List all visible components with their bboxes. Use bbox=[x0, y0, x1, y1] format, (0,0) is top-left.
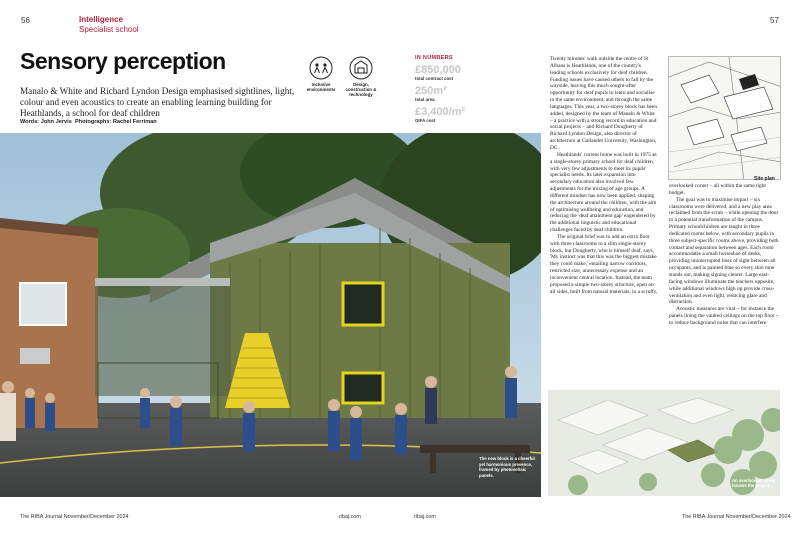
inclusive-environments-icon bbox=[309, 56, 333, 80]
section-subtitle: Specialist school bbox=[79, 25, 139, 34]
icon-label-design: Design, construction & technology bbox=[345, 82, 377, 97]
footer-url-left: ribaj.com bbox=[339, 514, 361, 520]
in-numbers-box bbox=[415, 55, 525, 127]
words-name: John Jervis bbox=[40, 119, 72, 125]
site-plan-map bbox=[669, 57, 781, 180]
words-label: Words: bbox=[20, 119, 40, 125]
stat-label: total area bbox=[415, 97, 435, 102]
site-plan-label: Site plan bbox=[754, 176, 775, 182]
stat-value: 250m² bbox=[415, 85, 447, 97]
page-number-right: 57 bbox=[770, 16, 779, 25]
footer-journal-left: The RIBA Journal November/December 2024 bbox=[20, 514, 129, 520]
stat-total-area bbox=[415, 85, 525, 103]
site-plan-drawing bbox=[668, 56, 781, 180]
stat-label: GIFA cost bbox=[415, 118, 436, 123]
stat-gifa-cost bbox=[415, 106, 525, 124]
section-title: Intelligence bbox=[79, 15, 124, 24]
body-paragraph: Acoustic measures are vital – for instance the panels lining the vaulted ceilings on the top floor – to reduce background noise that can interfere bbox=[669, 306, 779, 326]
topic-icons bbox=[302, 56, 382, 106]
body-column-1 bbox=[550, 56, 658, 386]
footer-journal-right: The RIBA Journal November/December 2024 bbox=[682, 514, 791, 520]
topic-design bbox=[342, 56, 380, 97]
icon-label-inclusive: Inclusive environments bbox=[306, 82, 336, 92]
render-caption: An overlooked corner houses the project. bbox=[732, 478, 776, 489]
section-header bbox=[79, 15, 139, 35]
body-paragraph: The original brief was to add an extra floor with three classrooms to a slim single-storey block, but Dougherty, who is himself deaf, says, 'My instinct was that this was the biggest mistake they could make,' entailing narrow corridors, restricted size, unnecessary expense and an inconvenient central location. Instead, the team proposed a simple two-storey structure, open on all sides, built from natural materials, in a scruffy, bbox=[550, 233, 658, 295]
stat-value: £3,400/m² bbox=[415, 106, 466, 118]
topic-inclusive bbox=[302, 56, 340, 92]
photos-label: Photographs: bbox=[74, 119, 112, 125]
main-photo bbox=[0, 133, 541, 497]
body-paragraph: Heathlands' current home was built in 1975 as a single-storey primary school for deaf children, with very few adjustments to meet its pupils' specialist needs. Its later expansion into secondary education also involved few adjustments for the mixing of age groups. A different mindset has now been applied, shaping the architecture around the children, with the aim of optimising wellbeing and education, and reducing the 'deaf attainment gap' engendered by the additional linguistic and educational challenges faced by deaf children. bbox=[550, 151, 657, 234]
stat-label: total contract cost bbox=[415, 76, 454, 81]
photo-caption: The new block is a cheerful yet harmonious presence, framed by photovoltaic panels. bbox=[479, 456, 535, 478]
school-building-photo bbox=[0, 133, 541, 497]
body-paragraph: overlooked corner – all within the same tight budget. bbox=[669, 183, 766, 196]
stat-contract-cost bbox=[415, 64, 525, 82]
body-paragraph: Twenty minutes' walk outside the centre of St Albans is Heathlands, one of the country's leading schools exclusively for deaf children. Funding issues have caused others to fall by the wayside, leaving this much sought-after opportunity for deaf pupils to learn and socialise in the same environment, and through the same languages. This year, a two-storey block has been added, designed by the team of Manalo & White – a practice with a strong record in education and social projects – and Richard Dougherty of Richard Lyndon Design, also director of architecture at Gallaudet University, Washington, DC. bbox=[550, 56, 658, 151]
page-number-left: 56 bbox=[21, 16, 30, 25]
body-column-2 bbox=[669, 183, 780, 388]
article-credits bbox=[20, 119, 157, 125]
body-paragraph: The goal was to maximise impact – six classrooms were delivered, and a new play area reclaimed from the scrub – while opening the door to a potential transformation of the campus. Primary schoolchildren are taught in three dedicated rooms below, with secondary pupils in three subject-specific rooms above, providing both contact and separation between ages. Each room accommodates a small horseshoe of desks, providing uninterrupted lines of sight between all occupants, and is painted blue so every skin tone stands out, making signing clearer. Large east-facing windows illuminate the teachers opposite, while additional windows high up provide cross-ventilation and even light, reducing glare and distraction. bbox=[669, 196, 779, 306]
in-numbers-heading: IN NUMBERS bbox=[415, 55, 453, 61]
article-headline: Sensory perception bbox=[20, 48, 226, 74]
footer-url-right: ribaj.com bbox=[414, 514, 436, 520]
design-construction-technology-icon bbox=[349, 56, 373, 80]
stat-value: £850,000 bbox=[415, 64, 461, 76]
photos-name: Rachel Ferriman bbox=[112, 119, 157, 125]
article-standfirst: Manalo & White and Richard Lyndon Design emphasised sightlines, light, colour and even acoustics to create an enabling learning building for Heathlands, a school for deaf children bbox=[20, 86, 295, 119]
